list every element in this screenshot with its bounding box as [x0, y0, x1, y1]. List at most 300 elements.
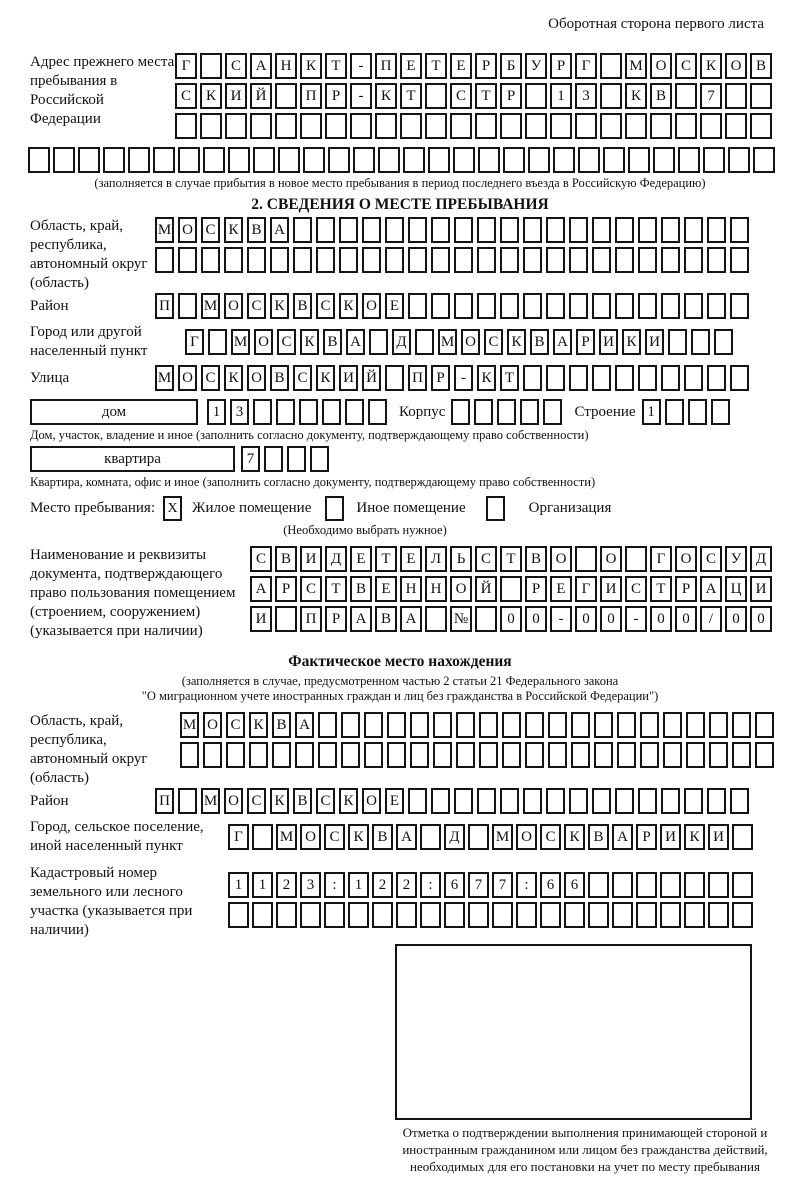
- char-cell[interactable]: 2: [372, 872, 393, 898]
- char-cell[interactable]: И: [339, 365, 358, 391]
- char-cell[interactable]: [612, 902, 633, 928]
- char-cell[interactable]: [640, 712, 659, 738]
- char-cell[interactable]: [709, 712, 728, 738]
- char-cell[interactable]: Р: [500, 83, 522, 109]
- char-cell[interactable]: [454, 217, 473, 243]
- char-cell[interactable]: [707, 788, 726, 814]
- char-cell[interactable]: [408, 293, 427, 319]
- char-cell[interactable]: Т: [500, 365, 519, 391]
- char-cell[interactable]: [730, 293, 749, 319]
- char-cell[interactable]: [709, 742, 728, 768]
- char-cell[interactable]: М: [201, 788, 220, 814]
- char-cell[interactable]: М: [231, 329, 250, 355]
- char-cell[interactable]: [408, 247, 427, 273]
- char-cell[interactable]: [569, 365, 588, 391]
- char-cell[interactable]: [523, 217, 542, 243]
- char-cell[interactable]: Т: [325, 53, 347, 79]
- char-cell[interactable]: [178, 293, 197, 319]
- char-cell[interactable]: Г: [185, 329, 204, 355]
- char-cell[interactable]: О: [362, 788, 381, 814]
- char-cell[interactable]: С: [277, 329, 296, 355]
- char-cell[interactable]: [668, 329, 687, 355]
- char-cell[interactable]: [732, 712, 751, 738]
- char-cell[interactable]: 1: [642, 399, 661, 425]
- char-cell[interactable]: [569, 247, 588, 273]
- char-cell[interactable]: С: [316, 293, 335, 319]
- char-cell[interactable]: 2: [276, 872, 297, 898]
- char-cell[interactable]: 6: [540, 872, 561, 898]
- char-cell[interactable]: [178, 247, 197, 273]
- char-cell[interactable]: [502, 712, 521, 738]
- char-cell[interactable]: Г: [228, 824, 249, 850]
- char-cell[interactable]: [477, 247, 496, 273]
- char-cell[interactable]: [264, 446, 283, 472]
- char-cell[interactable]: [410, 712, 429, 738]
- char-cell[interactable]: [625, 546, 647, 572]
- char-cell[interactable]: [523, 293, 542, 319]
- char-cell[interactable]: [477, 293, 496, 319]
- char-cell[interactable]: 0: [575, 606, 597, 632]
- char-cell[interactable]: [253, 147, 275, 173]
- char-cell[interactable]: [497, 399, 516, 425]
- char-cell[interactable]: Т: [325, 576, 347, 602]
- char-cell[interactable]: [650, 113, 672, 139]
- char-cell[interactable]: [707, 247, 726, 273]
- char-cell[interactable]: С: [484, 329, 503, 355]
- char-cell[interactable]: [175, 113, 197, 139]
- char-cell[interactable]: [478, 147, 500, 173]
- char-cell[interactable]: А: [553, 329, 572, 355]
- char-cell[interactable]: 1: [550, 83, 572, 109]
- char-cell[interactable]: [594, 712, 613, 738]
- char-cell[interactable]: И: [599, 329, 618, 355]
- char-cell[interactable]: [295, 742, 314, 768]
- char-cell[interactable]: [477, 217, 496, 243]
- char-cell[interactable]: [272, 742, 291, 768]
- char-cell[interactable]: [178, 147, 200, 173]
- char-cell[interactable]: [675, 113, 697, 139]
- char-cell[interactable]: В: [270, 365, 289, 391]
- char-cell[interactable]: Н: [400, 576, 422, 602]
- char-cell[interactable]: [543, 399, 562, 425]
- char-cell[interactable]: П: [155, 293, 174, 319]
- char-cell[interactable]: [128, 147, 150, 173]
- char-cell[interactable]: [615, 217, 634, 243]
- char-cell[interactable]: [318, 742, 337, 768]
- char-cell[interactable]: [200, 53, 222, 79]
- char-cell[interactable]: [253, 399, 272, 425]
- char-cell[interactable]: [502, 742, 521, 768]
- char-cell[interactable]: /: [700, 606, 722, 632]
- char-cell[interactable]: [250, 113, 272, 139]
- char-cell[interactable]: С: [324, 824, 345, 850]
- prev-address-row-2[interactable]: [175, 83, 775, 109]
- cadastre-row-1[interactable]: [228, 872, 756, 898]
- char-cell[interactable]: [553, 147, 575, 173]
- char-cell[interactable]: 1: [228, 872, 249, 898]
- char-cell[interactable]: [203, 147, 225, 173]
- char-cell[interactable]: Т: [400, 83, 422, 109]
- char-cell[interactable]: [638, 365, 657, 391]
- char-cell[interactable]: [592, 365, 611, 391]
- char-cell[interactable]: Р: [325, 83, 347, 109]
- char-cell[interactable]: К: [339, 293, 358, 319]
- char-cell[interactable]: [592, 247, 611, 273]
- char-cell[interactable]: Е: [450, 53, 472, 79]
- char-cell[interactable]: [707, 293, 726, 319]
- char-cell[interactable]: О: [178, 365, 197, 391]
- char-cell[interactable]: С: [475, 546, 497, 572]
- char-cell[interactable]: П: [155, 788, 174, 814]
- char-cell[interactable]: М: [492, 824, 513, 850]
- char-cell[interactable]: Ц: [725, 576, 747, 602]
- char-cell[interactable]: М: [438, 329, 457, 355]
- char-cell[interactable]: 0: [675, 606, 697, 632]
- actual-oblast-row-2[interactable]: [180, 742, 778, 768]
- char-cell[interactable]: Г: [175, 53, 197, 79]
- char-cell[interactable]: [525, 712, 544, 738]
- char-cell[interactable]: 7: [468, 872, 489, 898]
- char-cell[interactable]: К: [224, 365, 243, 391]
- char-cell[interactable]: [228, 902, 249, 928]
- char-cell[interactable]: [408, 788, 427, 814]
- char-cell[interactable]: [475, 606, 497, 632]
- char-cell[interactable]: [341, 712, 360, 738]
- char-cell[interactable]: [362, 217, 381, 243]
- char-cell[interactable]: Ь: [450, 546, 472, 572]
- char-cell[interactable]: [661, 217, 680, 243]
- char-cell[interactable]: К: [316, 365, 335, 391]
- char-cell[interactable]: [660, 872, 681, 898]
- char-cell[interactable]: [700, 113, 722, 139]
- char-cell[interactable]: [28, 147, 50, 173]
- char-cell[interactable]: А: [250, 576, 272, 602]
- char-cell[interactable]: В: [588, 824, 609, 850]
- char-cell[interactable]: [53, 147, 75, 173]
- char-cell[interactable]: Е: [550, 576, 572, 602]
- char-cell[interactable]: [615, 293, 634, 319]
- char-cell[interactable]: [707, 365, 726, 391]
- char-cell[interactable]: [385, 217, 404, 243]
- char-cell[interactable]: И: [600, 576, 622, 602]
- char-cell[interactable]: [324, 902, 345, 928]
- document-row-3[interactable]: [250, 606, 775, 632]
- char-cell[interactable]: Т: [375, 546, 397, 572]
- char-cell[interactable]: В: [350, 576, 372, 602]
- char-cell[interactable]: [500, 293, 519, 319]
- char-cell[interactable]: [103, 147, 125, 173]
- char-cell[interactable]: К: [564, 824, 585, 850]
- char-cell[interactable]: [520, 399, 539, 425]
- char-cell[interactable]: С: [450, 83, 472, 109]
- char-cell[interactable]: [612, 872, 633, 898]
- char-cell[interactable]: [703, 147, 725, 173]
- char-cell[interactable]: [638, 217, 657, 243]
- char-cell[interactable]: Н: [275, 53, 297, 79]
- char-cell[interactable]: [454, 247, 473, 273]
- char-cell[interactable]: [385, 247, 404, 273]
- char-cell[interactable]: [444, 902, 465, 928]
- oblast-row-2[interactable]: [155, 247, 753, 273]
- char-cell[interactable]: В: [272, 712, 291, 738]
- char-cell[interactable]: [684, 247, 703, 273]
- char-cell[interactable]: [252, 824, 273, 850]
- char-cell[interactable]: С: [300, 576, 322, 602]
- char-cell[interactable]: [592, 293, 611, 319]
- char-cell[interactable]: [665, 399, 684, 425]
- char-cell[interactable]: [479, 712, 498, 738]
- char-cell[interactable]: Г: [575, 53, 597, 79]
- char-cell[interactable]: [661, 788, 680, 814]
- char-cell[interactable]: А: [295, 712, 314, 738]
- char-cell[interactable]: [578, 147, 600, 173]
- char-cell[interactable]: [456, 742, 475, 768]
- char-cell[interactable]: [503, 147, 525, 173]
- char-cell[interactable]: [636, 872, 657, 898]
- char-cell[interactable]: [224, 247, 243, 273]
- char-cell[interactable]: В: [750, 53, 772, 79]
- char-cell[interactable]: М: [180, 712, 199, 738]
- char-cell[interactable]: [603, 147, 625, 173]
- char-cell[interactable]: [732, 824, 753, 850]
- char-cell[interactable]: П: [300, 83, 322, 109]
- char-cell[interactable]: К: [224, 217, 243, 243]
- char-cell[interactable]: К: [622, 329, 641, 355]
- char-cell[interactable]: С: [226, 712, 245, 738]
- char-cell[interactable]: Й: [250, 83, 272, 109]
- char-cell[interactable]: В: [293, 788, 312, 814]
- prev-address-row-1[interactable]: [175, 53, 775, 79]
- char-cell[interactable]: [270, 247, 289, 273]
- char-cell[interactable]: [525, 83, 547, 109]
- char-cell[interactable]: [348, 902, 369, 928]
- char-cell[interactable]: [450, 113, 472, 139]
- actual-city-row[interactable]: [228, 824, 756, 850]
- char-cell[interactable]: М: [276, 824, 297, 850]
- char-cell[interactable]: [479, 742, 498, 768]
- char-cell[interactable]: О: [224, 293, 243, 319]
- char-cell[interactable]: Р: [431, 365, 450, 391]
- char-cell[interactable]: [410, 742, 429, 768]
- char-cell[interactable]: [293, 217, 312, 243]
- char-cell[interactable]: К: [684, 824, 705, 850]
- char-cell[interactable]: В: [650, 83, 672, 109]
- char-cell[interactable]: [575, 113, 597, 139]
- char-cell[interactable]: Й: [475, 576, 497, 602]
- house-number-cells[interactable]: [207, 399, 391, 425]
- char-cell[interactable]: №: [450, 606, 472, 632]
- char-cell[interactable]: У: [725, 546, 747, 572]
- char-cell[interactable]: 1: [348, 872, 369, 898]
- char-cell[interactable]: [684, 788, 703, 814]
- char-cell[interactable]: И: [660, 824, 681, 850]
- char-cell[interactable]: 0: [750, 606, 772, 632]
- char-cell[interactable]: О: [203, 712, 222, 738]
- char-cell[interactable]: Т: [475, 83, 497, 109]
- char-cell[interactable]: А: [700, 576, 722, 602]
- char-cell[interactable]: [725, 113, 747, 139]
- char-cell[interactable]: 1: [252, 872, 273, 898]
- char-cell[interactable]: [588, 872, 609, 898]
- actual-oblast-row-1[interactable]: [180, 712, 778, 738]
- char-cell[interactable]: С: [675, 53, 697, 79]
- char-cell[interactable]: [225, 113, 247, 139]
- char-cell[interactable]: О: [650, 53, 672, 79]
- char-cell[interactable]: 3: [300, 872, 321, 898]
- char-cell[interactable]: Д: [325, 546, 347, 572]
- char-cell[interactable]: [500, 217, 519, 243]
- char-cell[interactable]: [732, 872, 753, 898]
- char-cell[interactable]: 0: [500, 606, 522, 632]
- char-cell[interactable]: [420, 824, 441, 850]
- char-cell[interactable]: [588, 902, 609, 928]
- char-cell[interactable]: 6: [444, 872, 465, 898]
- char-cell[interactable]: О: [461, 329, 480, 355]
- char-cell[interactable]: О: [550, 546, 572, 572]
- char-cell[interactable]: [546, 788, 565, 814]
- char-cell[interactable]: И: [225, 83, 247, 109]
- char-cell[interactable]: [276, 399, 295, 425]
- char-cell[interactable]: [500, 576, 522, 602]
- char-cell[interactable]: [640, 742, 659, 768]
- char-cell[interactable]: [615, 788, 634, 814]
- char-cell[interactable]: О: [725, 53, 747, 79]
- char-cell[interactable]: [364, 742, 383, 768]
- char-cell[interactable]: [200, 113, 222, 139]
- char-cell[interactable]: К: [300, 53, 322, 79]
- char-cell[interactable]: Е: [375, 576, 397, 602]
- char-cell[interactable]: О: [224, 788, 243, 814]
- char-cell[interactable]: М: [625, 53, 647, 79]
- char-cell[interactable]: [387, 712, 406, 738]
- char-cell[interactable]: [678, 147, 700, 173]
- char-cell[interactable]: 7: [700, 83, 722, 109]
- char-cell[interactable]: :: [420, 872, 441, 898]
- char-cell[interactable]: С: [247, 293, 266, 319]
- char-cell[interactable]: О: [675, 546, 697, 572]
- char-cell[interactable]: [477, 788, 496, 814]
- char-cell[interactable]: [350, 113, 372, 139]
- char-cell[interactable]: С: [316, 788, 335, 814]
- char-cell[interactable]: Р: [275, 576, 297, 602]
- stay-type-checkbox-org[interactable]: [486, 496, 505, 521]
- char-cell[interactable]: [564, 902, 585, 928]
- char-cell[interactable]: Г: [650, 546, 672, 572]
- char-cell[interactable]: С: [625, 576, 647, 602]
- char-cell[interactable]: [730, 247, 749, 273]
- char-cell[interactable]: [468, 824, 489, 850]
- char-cell[interactable]: [546, 217, 565, 243]
- char-cell[interactable]: [178, 788, 197, 814]
- char-cell[interactable]: [575, 546, 597, 572]
- char-cell[interactable]: -: [350, 83, 372, 109]
- char-cell[interactable]: К: [270, 788, 289, 814]
- char-cell[interactable]: [546, 365, 565, 391]
- char-cell[interactable]: А: [270, 217, 289, 243]
- char-cell[interactable]: [516, 902, 537, 928]
- char-cell[interactable]: [475, 113, 497, 139]
- char-cell[interactable]: О: [362, 293, 381, 319]
- char-cell[interactable]: [453, 147, 475, 173]
- char-cell[interactable]: [300, 902, 321, 928]
- char-cell[interactable]: [753, 147, 775, 173]
- char-cell[interactable]: [638, 788, 657, 814]
- char-cell[interactable]: С: [293, 365, 312, 391]
- char-cell[interactable]: [420, 902, 441, 928]
- char-cell[interactable]: С: [225, 53, 247, 79]
- char-cell[interactable]: [275, 113, 297, 139]
- char-cell[interactable]: [378, 147, 400, 173]
- char-cell[interactable]: [571, 742, 590, 768]
- char-cell[interactable]: Д: [444, 824, 465, 850]
- char-cell[interactable]: [310, 446, 329, 472]
- char-cell[interactable]: :: [516, 872, 537, 898]
- char-cell[interactable]: А: [350, 606, 372, 632]
- char-cell[interactable]: С: [175, 83, 197, 109]
- char-cell[interactable]: [546, 247, 565, 273]
- char-cell[interactable]: [362, 247, 381, 273]
- char-cell[interactable]: [571, 712, 590, 738]
- char-cell[interactable]: 6: [564, 872, 585, 898]
- prev-address-row-4[interactable]: [28, 147, 770, 173]
- char-cell[interactable]: 0: [650, 606, 672, 632]
- char-cell[interactable]: [155, 247, 174, 273]
- char-cell[interactable]: Р: [525, 576, 547, 602]
- char-cell[interactable]: В: [375, 606, 397, 632]
- char-cell[interactable]: [550, 113, 572, 139]
- char-cell[interactable]: [707, 217, 726, 243]
- char-cell[interactable]: [403, 147, 425, 173]
- char-cell[interactable]: [300, 113, 322, 139]
- char-cell[interactable]: [686, 742, 705, 768]
- char-cell[interactable]: К: [249, 712, 268, 738]
- char-cell[interactable]: [548, 742, 567, 768]
- char-cell[interactable]: [730, 788, 749, 814]
- char-cell[interactable]: В: [293, 293, 312, 319]
- char-cell[interactable]: К: [477, 365, 496, 391]
- char-cell[interactable]: :: [324, 872, 345, 898]
- char-cell[interactable]: [153, 147, 175, 173]
- char-cell[interactable]: А: [396, 824, 417, 850]
- document-row-1[interactable]: [250, 546, 775, 572]
- char-cell[interactable]: 7: [492, 872, 513, 898]
- char-cell[interactable]: [425, 83, 447, 109]
- char-cell[interactable]: Е: [350, 546, 372, 572]
- char-cell[interactable]: [431, 247, 450, 273]
- street-row[interactable]: [155, 365, 753, 391]
- char-cell[interactable]: [755, 742, 774, 768]
- char-cell[interactable]: [226, 742, 245, 768]
- char-cell[interactable]: [396, 902, 417, 928]
- char-cell[interactable]: [684, 365, 703, 391]
- char-cell[interactable]: К: [507, 329, 526, 355]
- char-cell[interactable]: К: [339, 788, 358, 814]
- char-cell[interactable]: О: [247, 365, 266, 391]
- char-cell[interactable]: [78, 147, 100, 173]
- char-cell[interactable]: М: [155, 365, 174, 391]
- char-cell[interactable]: [653, 147, 675, 173]
- char-cell[interactable]: В: [247, 217, 266, 243]
- rayon-row[interactable]: [155, 293, 753, 319]
- char-cell[interactable]: С: [700, 546, 722, 572]
- char-cell[interactable]: [252, 902, 273, 928]
- char-cell[interactable]: [353, 147, 375, 173]
- char-cell[interactable]: И: [300, 546, 322, 572]
- char-cell[interactable]: М: [201, 293, 220, 319]
- char-cell[interactable]: [525, 742, 544, 768]
- char-cell[interactable]: Т: [650, 576, 672, 602]
- char-cell[interactable]: [293, 247, 312, 273]
